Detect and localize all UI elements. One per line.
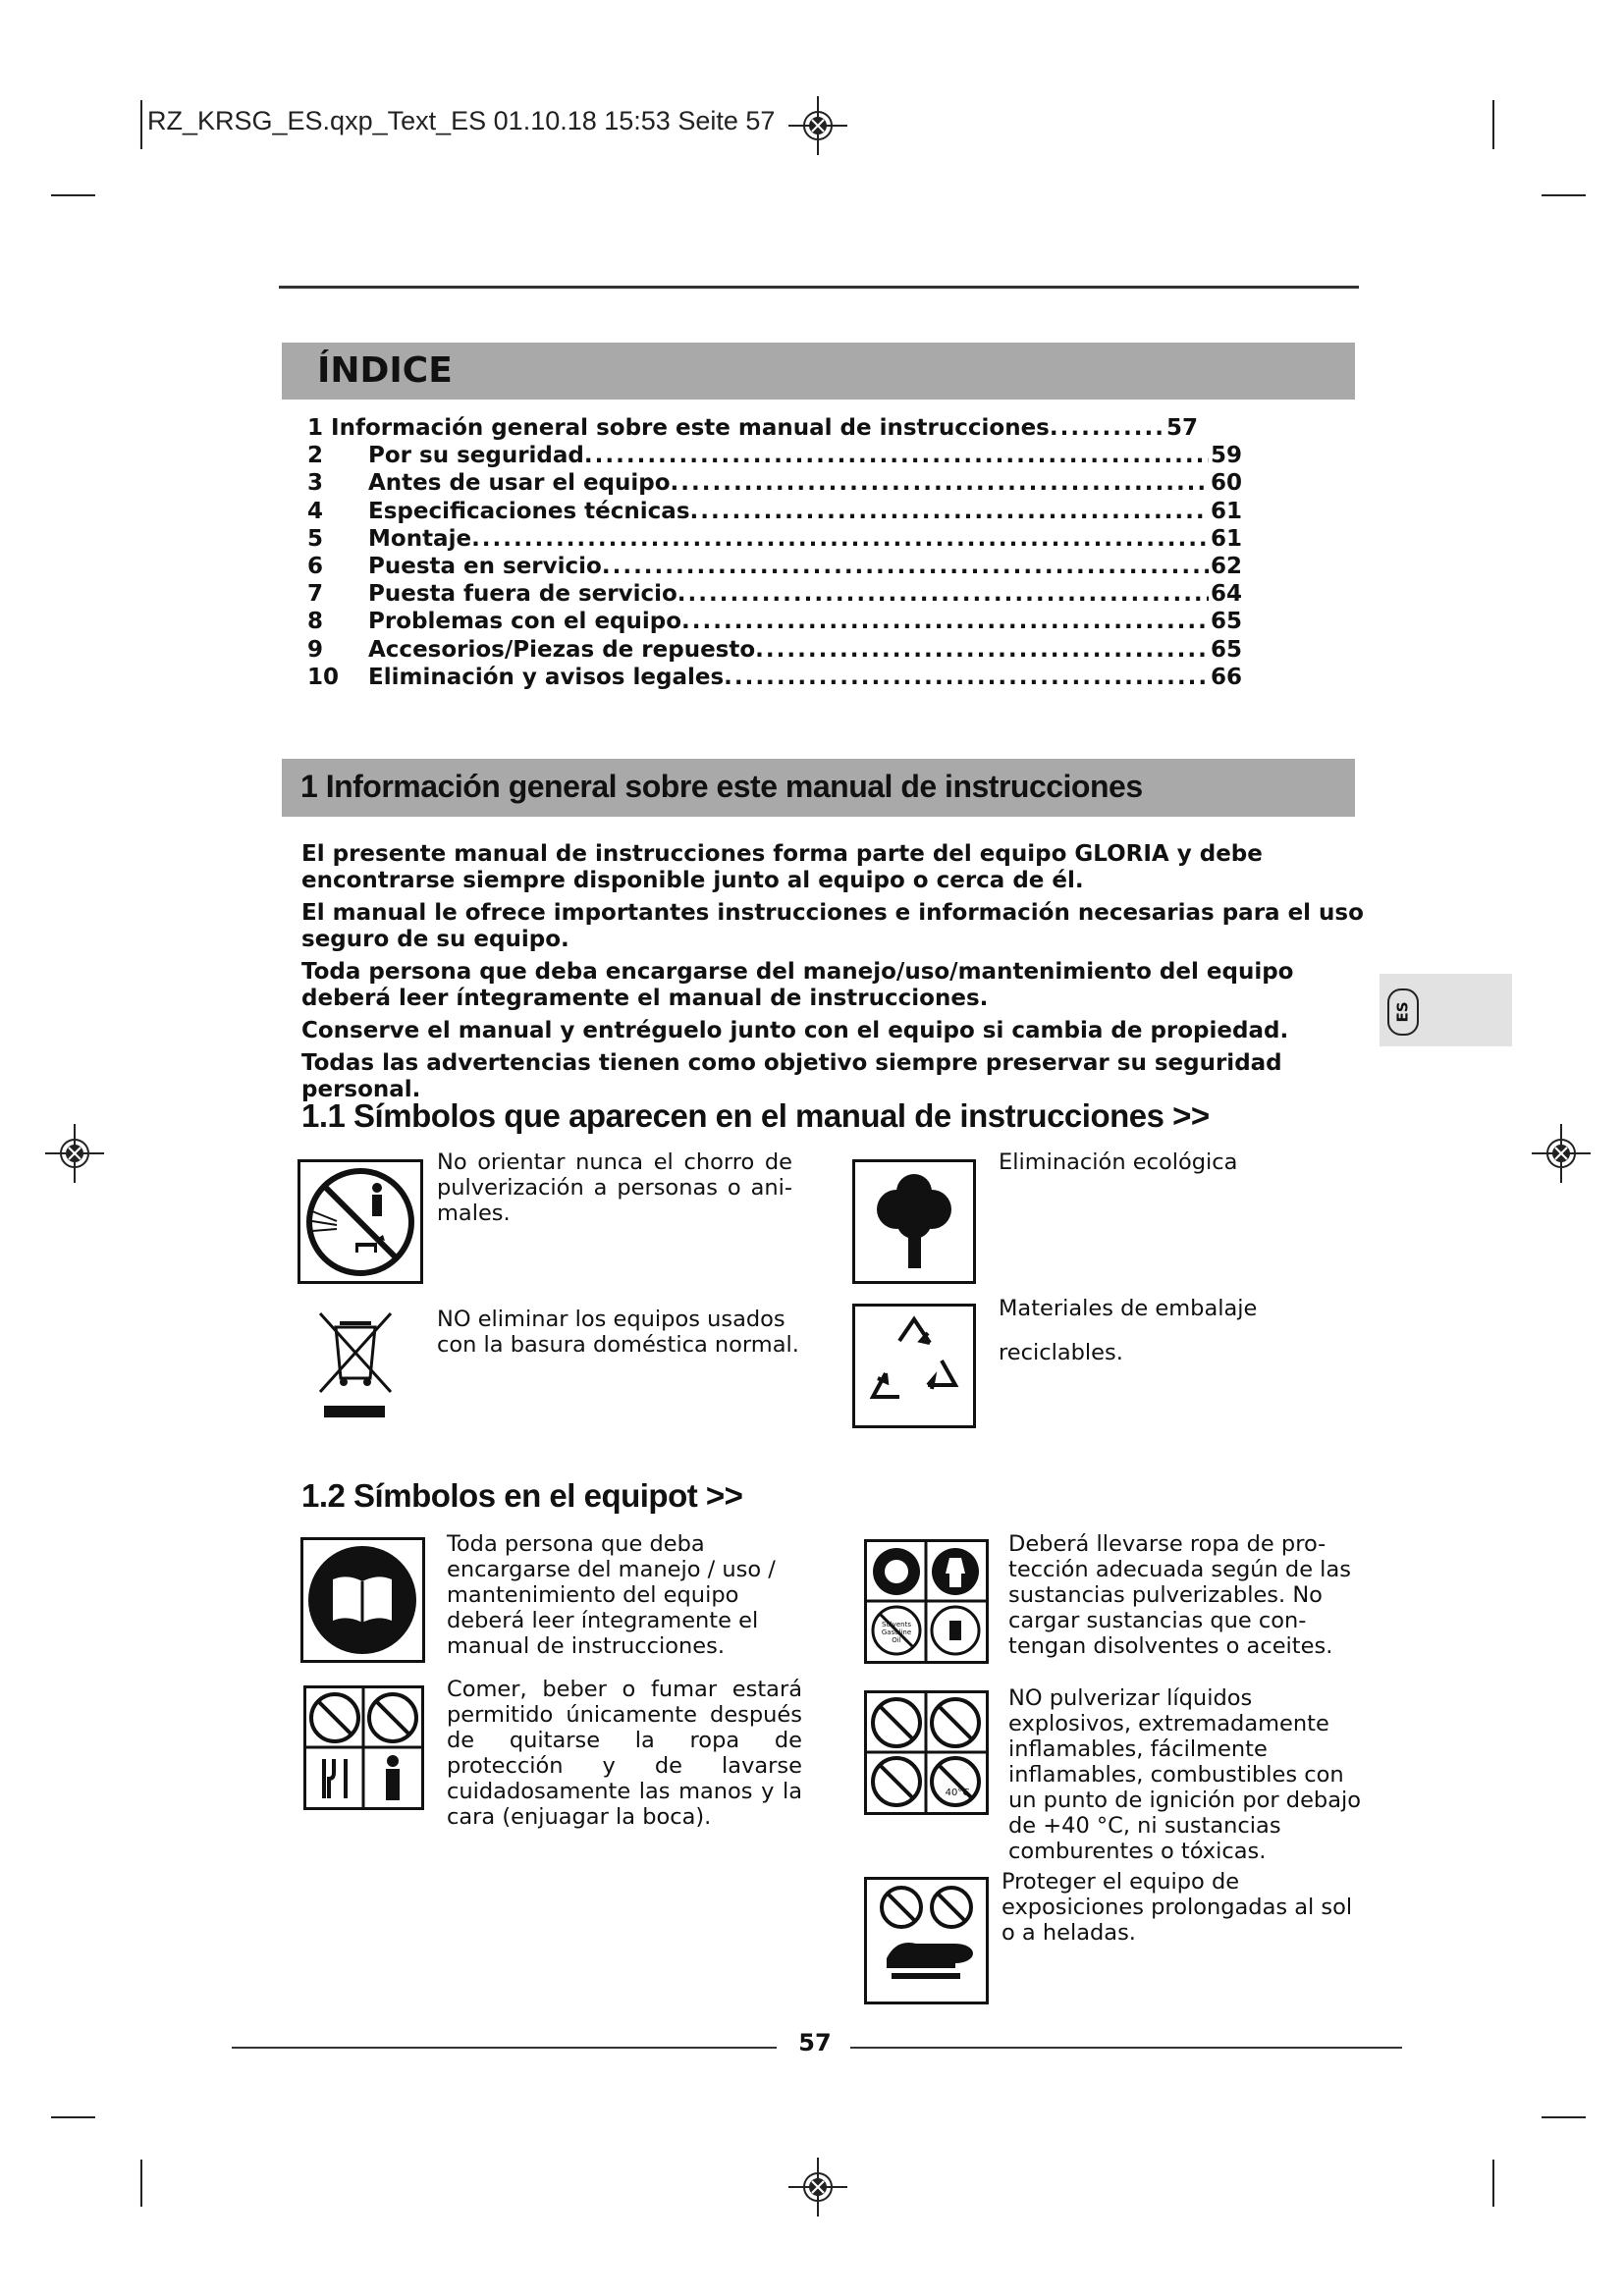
toc-leader — [724, 664, 1209, 691]
toc-leader — [602, 553, 1209, 580]
toc-page: 66 — [1210, 664, 1242, 690]
index-title: ÍNDICE — [317, 350, 453, 391]
toc-label: Accesorios/Piezas de repuesto — [368, 636, 756, 663]
registration-mark-icon — [788, 96, 847, 155]
toc-leader — [671, 469, 1209, 497]
oil-label: Oil — [892, 1636, 901, 1644]
toc-page: 60 — [1210, 470, 1242, 497]
toc-label: Montaje — [368, 525, 472, 552]
paragraph: El manual le ofrece importantes instrucciones e información necesarias para el uso seguro de su equipo. — [301, 900, 1364, 952]
section1-body — [301, 841, 1367, 1109]
table-of-contents — [307, 414, 1242, 691]
toc-leader — [471, 525, 1209, 553]
page-number: 57 — [798, 2029, 832, 2056]
language-tab — [1380, 974, 1512, 1046]
symbol-description: Eliminación ecológica — [999, 1149, 1238, 1175]
crop-mark — [140, 100, 142, 149]
toc-number: 9 — [307, 636, 324, 663]
paragraph: Toda persona que deba encargarse del manejo/uso/mantenimiento del equipo deberá leer íntegramente el manual de instrucciones. — [301, 959, 1294, 1011]
registration-mark-icon — [45, 1124, 104, 1183]
toc-number: 8 — [307, 609, 324, 635]
section11-title: 1.1 Símbolos que aparecen en el manual de instrucciones >> — [301, 1097, 1210, 1134]
toc-leader — [755, 636, 1209, 664]
toc-label: Antes de usar el equipo — [368, 470, 671, 497]
registration-mark-icon — [1532, 1124, 1591, 1183]
toc-entry[interactable] — [307, 469, 1242, 497]
crossed-bin-icon — [314, 1308, 397, 1421]
toc-label: Eliminación y avisos legales — [368, 664, 725, 690]
symbol-description: Comer, beber o fumar estará permitido únicamente después de quitarse la ropa de protección y de lavarse cuidadosamente las manos y la cara (enjuagar la boca). — [447, 1677, 802, 1830]
symbol-description: Toda persona que deba encargarse del manejo / uso / mantenimiento del equipo deberá leer íntegramente el manual de instrucciones. — [447, 1531, 776, 1659]
crop-mark — [1542, 194, 1586, 196]
sun-frost-protection-icon — [864, 1877, 989, 2004]
toc-label: Especificaciones técnicas — [368, 498, 690, 524]
toc-leader — [690, 498, 1209, 525]
crop-mark — [1492, 100, 1494, 149]
toc-number: 1 — [307, 415, 324, 441]
toc-page: 65 — [1210, 609, 1242, 635]
language-badge: ES — [1387, 988, 1419, 1036]
section1-header-bar — [282, 759, 1355, 817]
symbol-description: Proteger el equipo de exposiciones prolongadas al sol o a heladas. — [1001, 1869, 1353, 1946]
section12-title: 1.2 Símbolos en el equipot >> — [301, 1477, 743, 1514]
toc-entry[interactable] — [307, 525, 1242, 553]
toc-entry[interactable] — [307, 580, 1242, 608]
toc-leader — [584, 442, 1209, 469]
crop-mark — [1492, 2160, 1494, 2207]
toc-page: 62 — [1210, 554, 1242, 580]
toc-entry[interactable] — [307, 498, 1242, 525]
index-header-bar — [282, 343, 1355, 400]
toc-page: 64 — [1210, 581, 1242, 608]
crop-mark — [1542, 2116, 1586, 2118]
toc-label: Información general sobre este manual de instrucciones — [331, 415, 1050, 441]
header-rule — [279, 286, 1359, 289]
toc-page: 61 — [1210, 498, 1242, 524]
no-eat-drink-smoke-icon — [303, 1685, 424, 1810]
paragraph: El presente manual de instrucciones forma parte del equipo GLORIA y debe encontrarse siempre disponible junto al equipo o cerca de él. — [301, 841, 1263, 893]
symbol-description: No orientar nunca el chorro de pulverización a personas o ani-males. — [437, 1149, 792, 1226]
toc-entry[interactable] — [307, 608, 1242, 635]
toc-entry[interactable] — [307, 664, 1242, 691]
protective-clothing-icon — [864, 1539, 989, 1664]
symbol-description: NO eliminar los equipos usados con la basura doméstica normal. — [437, 1307, 799, 1358]
symbol-description: Materiales de embalaje — [999, 1296, 1258, 1321]
toc-page: 59 — [1210, 443, 1242, 469]
crop-mark — [51, 194, 95, 196]
registration-mark-icon — [788, 2158, 847, 2216]
toc-label: Problemas con el equipo — [368, 609, 682, 635]
footer-rule — [850, 2047, 1402, 2049]
section1-title: 1 Información general sobre este manual de instrucciones — [300, 769, 1143, 804]
toc-leader — [1050, 414, 1164, 442]
toc-entry[interactable] — [307, 636, 1242, 664]
tree-icon — [852, 1159, 976, 1284]
no-flammable-icon — [864, 1690, 989, 1815]
symbol-description: Deberá llevarse ropa de pro-tección adecuada según de las sustancias pulverizables. No cargar sustancias que con-tengan disolventes o aceites. — [1008, 1531, 1351, 1659]
footer-rule — [232, 2047, 777, 2049]
toc-number: 4 — [307, 498, 324, 524]
toc-page: 65 — [1210, 636, 1242, 663]
crop-mark — [140, 2160, 142, 2207]
no-spray-people-animals-icon — [298, 1159, 423, 1284]
toc-page: 57 — [1165, 415, 1198, 441]
print-slug: RZ_KRSG_ES.qxp_Text_ES 01.10.18 15:53 Seite 57 — [147, 106, 776, 135]
read-manual-icon — [300, 1537, 425, 1663]
paragraph: Todas las advertencias tienen como objetivo siempre preservar su seguridad personal. — [301, 1050, 1282, 1102]
toc-number: 3 — [307, 470, 324, 497]
crop-mark — [51, 2116, 95, 2118]
toc-page: 61 — [1210, 525, 1242, 552]
toc-number: 6 — [307, 554, 324, 580]
toc-label: Por su seguridad — [368, 443, 584, 469]
toc-entry[interactable] — [307, 442, 1242, 469]
solvents-label: Solvents — [882, 1621, 911, 1629]
toc-number: 10 — [307, 664, 340, 690]
toc-number: 7 — [307, 581, 324, 608]
toc-label: Puesta fuera de servicio — [368, 581, 677, 608]
symbol-description: reciclables. — [999, 1340, 1123, 1365]
toc-entry[interactable] — [307, 414, 1242, 442]
toc-label: Puesta en servicio — [368, 554, 602, 580]
recycle-icon — [852, 1304, 976, 1428]
toc-entry[interactable] — [307, 553, 1242, 580]
toc-leader — [677, 580, 1209, 608]
paragraph: Conserve el manual y entréguelo junto con el equipo si cambia de propiedad. — [301, 1018, 1289, 1043]
symbol-description: NO pulverizar líquidos explosivos, extremadamente inflamables, fácilmente inflamables, combustibles con un punto de ignición por debajo de +40 °C, ni sustancias comburentes o tóxicas. — [1008, 1685, 1362, 1864]
toc-number: 2 — [307, 443, 324, 469]
toc-number: 5 — [307, 525, 324, 552]
temperature-label: 40°C — [945, 1788, 970, 1798]
gasoline-label: Gasoline — [881, 1629, 912, 1636]
toc-leader — [681, 608, 1209, 635]
